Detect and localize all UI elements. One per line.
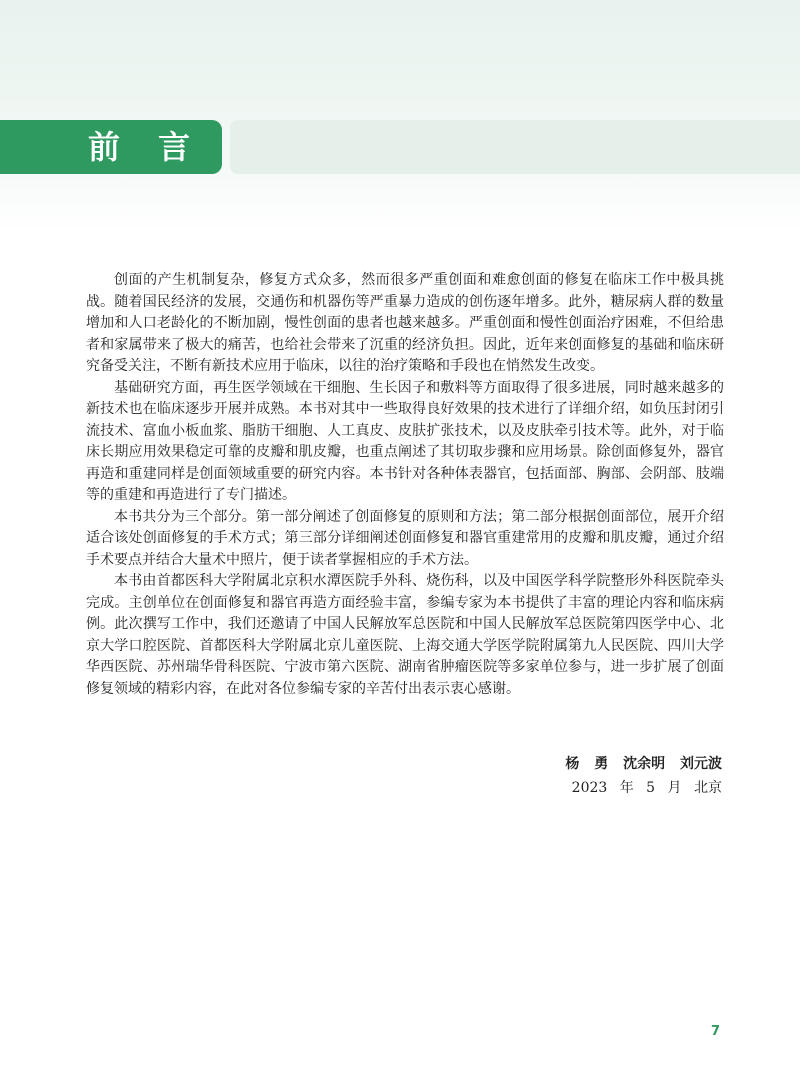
paragraph-2: 基础研究方面，再生医学领域在干细胞、生长因子和敷料等方面取得了很多进展，同时越来越多的新技术也在临床逐步开展并成熟。本书对其中一些取得良好效果的技术进行了详细介绍，如负压封闭引流技术、富血小板血浆、脂肪干细胞、人工真皮、皮肤扩张技术，以及皮肤牵引技术等。此外，对于临床长期应用效果稳定可靠的皮瓣和肌皮瓣，也重点阐述了其切取步骤和应用场景。除创面修复外，器官再造和重建同样是创面领域重要的研究内容。本书针对各种体表器官，包括面部、胸部、会阴部、肢端等的重建和再造进行了专门描述。 [86,379,724,503]
paragraph-1: 创面的产生机制复杂，修复方式众多，然而很多严重创面和难愈创面的修复在临床工作中极具挑战。随着国民经济的发展，交通伤和机器伤等严重暴力造成的创伤逐年增多。此外，糖尿病人群的数量增加和人口老龄化的不断加剧，慢性创面的患者也越来越多。严重创面和慢性创面治疗困难，不但给患者和家属带来了极大的痛苦，也给社会带来了沉重的经济负担。因此，近年来创面修复的基础和临床研究备受关注，不断有新技术应用于临床，以往的治疗策略和手段也在悄然发生改变。 [86,272,724,374]
paragraph-3: 本书共分为三个部分。第一部分阐述了创面修复的原则和方法；第二部分根据创面部位，展开介绍适合该处创面修复的手术方式；第三部分详细阐述创面修复和器官重建常用的皮瓣和肌皮瓣，通过介绍手术要点并结合大量术中照片，便于读者掌握相应的手术方法。 [86,508,724,568]
page-title: 前言 [88,128,229,166]
date-location: 2023 年 5 月 北京 [571,780,722,796]
title-bar [230,120,800,174]
header-background [0,0,800,232]
signature-block [565,752,722,800]
preface-body [86,270,724,700]
page-number: 7 [710,1024,720,1039]
author-names: 杨 勇 沈余明 刘元波 [565,756,722,772]
paragraph-4: 本书由首都医科大学附属北京积水潭医院手外科、烧伤科，以及中国医学科学院整形外科医院牵头完成。主创单位在创面修复和器官再造方面经验丰富，参编专家为本书提供了丰富的理论内容和临床病例。此次撰写工作中，我们还邀请了中国人民解放军总医院和中国人民解放军总医院第四医学中心、北京大学口腔医院、首都医科大学附属北京儿童医院、上海交通大学医学院附属第九人民医院、四川大学华西医院、苏州瑞华骨科医院、宁波市第六医院、湖南省肿瘤医院等多家单位参与，进一步扩展了创面修复领域的精彩内容，在此对各位参编专家的辛苦付出表示衷心感谢。 [86,573,724,697]
